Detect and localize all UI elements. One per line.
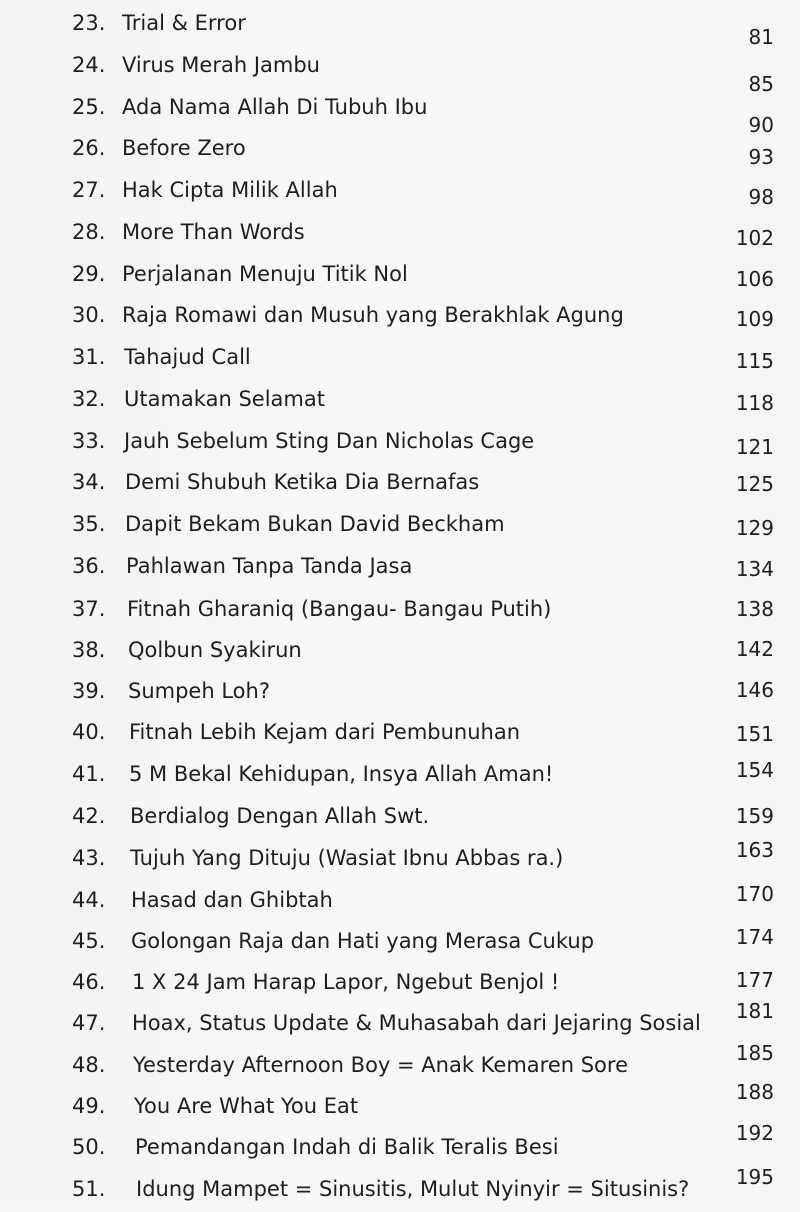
toc-entry-page: 115 (735, 349, 774, 373)
toc-entry-title: Tahajud Call (124, 345, 251, 369)
toc-entry (0, 672, 800, 714)
toc-entry-page: 85 (748, 72, 774, 96)
toc-entry-number: 51. (72, 1177, 106, 1201)
toc-entry-title: Fitnah Lebih Kejam dari Pembunuhan (129, 720, 521, 744)
toc-entry (0, 922, 800, 964)
toc-entry-page: 192 (735, 1121, 774, 1145)
toc-entry-title: More Than Words (122, 220, 305, 244)
toc-entry-page: 81 (748, 25, 774, 49)
toc-entry-number: 39. (72, 679, 106, 703)
toc-entry-number: 43. (72, 846, 106, 870)
toc-entry (0, 839, 800, 881)
toc-entry-number: 27. (72, 178, 106, 202)
toc-entry (0, 1080, 800, 1129)
toc-entry (0, 797, 800, 839)
toc-entry-number: 24. (72, 53, 106, 77)
toc-entry (0, 999, 800, 1046)
toc-entry (0, 422, 800, 464)
toc-entry (0, 1165, 800, 1212)
toc-entry-title: Hasad dan Ghibtah (131, 888, 333, 912)
toc-entry-title: Ada Nama Allah Di Tubuh Ibu (122, 95, 428, 119)
toc-entry (0, 463, 800, 505)
toc-entry-number: 30. (72, 303, 106, 327)
toc-entry-number: 49. (72, 1094, 106, 1118)
toc-entry-title: You Are What You Eat (134, 1094, 359, 1118)
toc-entry-page: 170 (735, 882, 774, 906)
toc-entry-number: 28. (72, 220, 106, 244)
toc-entry-number: 41. (72, 762, 106, 786)
toc-entry-title: Hak Cipta Milik Allah (122, 178, 338, 202)
toc-entry-title: Qolbun Syakirun (128, 638, 302, 662)
toc-entry-page: 106 (735, 267, 774, 291)
toc-entry-page: 195 (735, 1165, 774, 1189)
toc-entry-number: 44. (72, 888, 106, 912)
toc-entry-title: Pahlawan Tanpa Tanda Jasa (126, 554, 413, 578)
toc-entry-number: 47. (72, 1011, 106, 1035)
toc-entry-page: 154 (735, 758, 774, 782)
toc-entry (0, 338, 800, 380)
toc-entry-title: Idung Mampet = Sinusitis, Mulut Nyinyir = Situsinis? (136, 1177, 690, 1201)
toc-entry (0, 713, 800, 755)
toc-entry-number: 37. (72, 597, 106, 621)
toc-entry-title: Yesterday Afternoon Boy = Anak Kemaren Sore (133, 1053, 628, 1077)
toc-entry-number: 32. (72, 387, 106, 411)
toc-entry-page: 151 (735, 722, 774, 746)
toc-entry (0, 963, 800, 1005)
toc-entry-number: 26. (72, 136, 106, 160)
toc-entry (0, 46, 800, 96)
toc-entry-number: 36. (72, 554, 106, 578)
toc-entry-number: 31. (72, 345, 106, 369)
toc-entry-page: 93 (748, 145, 774, 169)
toc-entry-title: Dapit Bekam Bukan David Beckham (125, 512, 505, 536)
toc-entry-number: 25. (72, 95, 106, 119)
toc-entry (0, 171, 800, 213)
toc-entry-page: 90 (748, 113, 774, 137)
toc-entry-title: Demi Shubuh Ketika Dia Bernafas (125, 470, 480, 494)
toc-entry-title: Utamakan Selamat (124, 387, 325, 411)
toc-entry (0, 255, 800, 297)
toc-entry-page: 118 (735, 391, 774, 415)
toc-entry (0, 129, 800, 171)
toc-entry (0, 755, 800, 797)
toc-entry (0, 296, 800, 338)
toc-entry (0, 4, 800, 49)
toc-entry-page: 121 (735, 435, 774, 459)
toc-entry-title: Berdialog Dengan Allah Swt. (130, 804, 430, 828)
toc-entry-number: 35. (72, 512, 106, 536)
toc-entry-page: 138 (735, 597, 774, 621)
toc-entry-page: 142 (735, 637, 774, 661)
toc-entry-number: 23. (72, 11, 106, 35)
toc-entry-title: Sumpeh Loh? (128, 679, 270, 703)
toc-entry-title: Fitnah Gharaniq (Bangau- Bangau Putih) (127, 597, 552, 621)
toc-entry-title: Raja Romawi dan Musuh yang Berakhlak Agung (122, 303, 624, 327)
toc-entry-page: 159 (735, 804, 774, 828)
toc-entry-page: 163 (735, 838, 774, 862)
toc-entry-title: Perjalanan Menuju Titik Nol (122, 262, 408, 286)
toc-entry (0, 213, 800, 255)
toc-entry-title: Jauh Sebelum Sting Dan Nicholas Cage (124, 429, 535, 453)
toc-entry-number: 45. (72, 929, 106, 953)
toc-entry-title: Pemandangan Indah di Balik Teralis Besi (135, 1135, 559, 1159)
toc-entry-number: 33. (72, 429, 106, 453)
toc-entry-title: Trial & Error (122, 11, 246, 35)
toc-entry-number: 40. (72, 720, 106, 744)
toc-entry (0, 505, 800, 547)
toc-entry-title: Tujuh Yang Dituju (Wasiat Ibnu Abbas ra.) (130, 846, 564, 870)
toc-entry-page: 188 (735, 1080, 774, 1104)
toc-entry-number: 34. (72, 470, 106, 494)
toc-entry-page: 177 (735, 968, 774, 992)
toc-entry-page: 109 (735, 307, 774, 331)
toc-entry (0, 380, 800, 422)
toc-entry-page: 181 (735, 999, 774, 1023)
toc-entry-page: 146 (735, 678, 774, 702)
toc-entry-number: 48. (72, 1053, 106, 1077)
toc-entry-number: 50. (72, 1135, 106, 1159)
toc-entry-number: 42. (72, 804, 106, 828)
toc-entry (0, 631, 800, 673)
toc-entry (0, 590, 800, 632)
toc-entry-page: 125 (735, 472, 774, 496)
toc-entry-number: 29. (72, 262, 106, 286)
toc-entry (0, 1121, 800, 1170)
toc-entry-number: 46. (72, 970, 106, 994)
toc-entry-page: 102 (735, 226, 774, 250)
toc-entry (0, 547, 800, 589)
toc-entry-title: 1 X 24 Jam Harap Lapor, Ngebut Benjol ! (132, 970, 560, 994)
toc-entry-title: Hoax, Status Update & Muhasabah dari Jejaring Sosial (132, 1011, 701, 1035)
toc-entry-page: 174 (735, 925, 774, 949)
toc-entry-page: 134 (735, 557, 774, 581)
toc-entry-title: Virus Merah Jambu (122, 53, 320, 77)
toc-entry (0, 88, 800, 137)
toc-entry-title: 5 M Bekal Kehidupan, Insya Allah Aman! (129, 762, 554, 786)
toc-entry (0, 881, 800, 923)
toc-entry-page: 185 (735, 1041, 774, 1065)
toc-entry-number: 38. (72, 638, 106, 662)
toc-entry-page: 129 (735, 516, 774, 540)
toc-entry-title: Before Zero (122, 136, 246, 160)
toc-entry-page: 98 (748, 185, 774, 209)
toc-entry-title: Golongan Raja dan Hati yang Merasa Cukup (131, 929, 595, 953)
toc-entry (0, 1041, 800, 1088)
